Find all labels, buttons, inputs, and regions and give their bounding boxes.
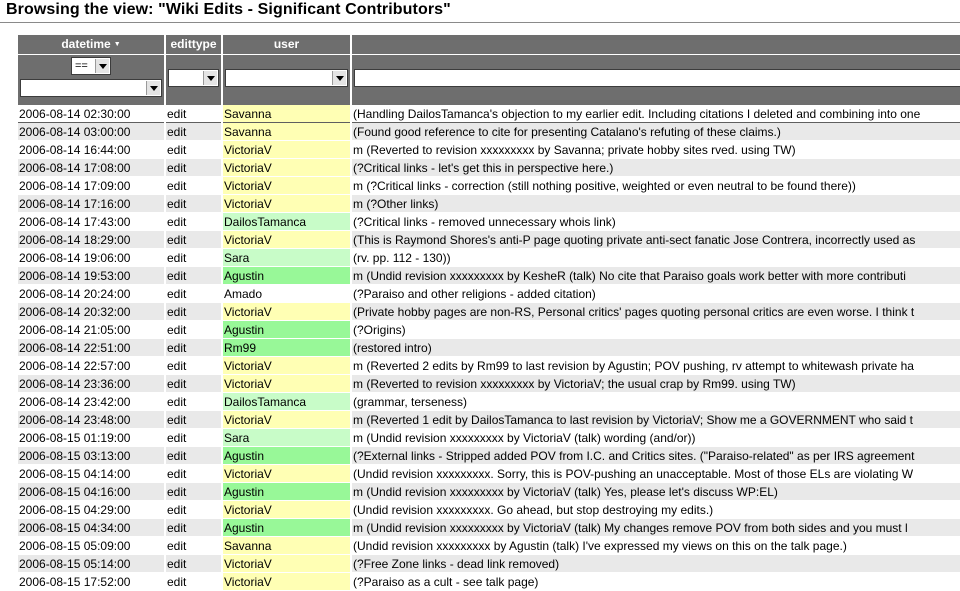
table-row[interactable]	[18, 375, 960, 393]
cell-edittype: edit	[166, 447, 221, 464]
column-header-user-label: user	[273, 37, 300, 51]
cell-datetime: 2006-08-15 04:34:00	[18, 519, 164, 536]
table-row[interactable]	[18, 231, 960, 249]
cell-datetime: 2006-08-14 22:57:00	[18, 357, 164, 374]
cell-comment: m (Reverted 2 edits by Rm99 to last revision by Agustin; POV pushing, rv attempt to whitewash private ha	[352, 357, 960, 374]
cell-datetime: 2006-08-14 17:16:00	[18, 195, 164, 212]
cell-datetime: 2006-08-14 22:51:00	[18, 339, 164, 356]
cell-datetime: 2006-08-14 23:48:00	[18, 411, 164, 428]
cell-datetime: 2006-08-15 03:13:00	[18, 447, 164, 464]
cell-comment: (?Paraiso and other religions - added citation)	[352, 285, 960, 302]
column-header-datetime[interactable]	[18, 35, 164, 54]
cell-comment: (This is Raymond Shores's anti-P page quoting private anti-sect fanatic Jose Contrera, incorrectly used as	[352, 231, 960, 248]
cell-edittype: edit	[166, 501, 221, 518]
cell-comment: (?External links - Stripped added POV from I.C. and Critics sites. ("Paraiso-related" as per IRS agreement	[352, 447, 960, 464]
chevron-down-icon	[332, 71, 346, 85]
comment-filter-input[interactable]	[354, 69, 960, 87]
table-row[interactable]	[18, 285, 960, 303]
cell-datetime: 2006-08-14 16:44:00	[18, 141, 164, 158]
cell-user: VictoriaV	[223, 375, 350, 392]
cell-user: VictoriaV	[223, 141, 350, 158]
table-row[interactable]	[18, 573, 960, 591]
cell-datetime: 2006-08-14 20:24:00	[18, 285, 164, 302]
cell-edittype: edit	[166, 573, 221, 590]
cell-user: Rm99	[223, 339, 350, 356]
cell-user: VictoriaV	[223, 501, 350, 518]
cell-user: VictoriaV	[223, 195, 350, 212]
cell-user: DailosTamanca	[223, 213, 350, 230]
table-row[interactable]	[18, 537, 960, 555]
cell-datetime: 2006-08-14 18:29:00	[18, 231, 164, 248]
cell-user: Savanna	[223, 123, 350, 140]
cell-user: Sara	[223, 429, 350, 446]
table-row[interactable]	[18, 105, 960, 123]
cell-datetime: 2006-08-15 01:19:00	[18, 429, 164, 446]
cell-edittype: edit	[166, 519, 221, 536]
cell-datetime: 2006-08-15 05:09:00	[18, 537, 164, 554]
table-row[interactable]	[18, 465, 960, 483]
table-row[interactable]	[18, 267, 960, 285]
cell-edittype: edit	[166, 105, 221, 122]
table-row[interactable]	[18, 357, 960, 375]
cell-datetime: 2006-08-14 17:08:00	[18, 159, 164, 176]
user-filter-select[interactable]	[225, 69, 348, 87]
cell-datetime: 2006-08-14 17:43:00	[18, 213, 164, 230]
sort-descending-icon: ▼	[113, 41, 121, 48]
cell-datetime: 2006-08-14 20:32:00	[18, 303, 164, 320]
cell-comment: (?Origins)	[352, 321, 960, 338]
cell-user: DailosTamanca	[223, 393, 350, 410]
table-row[interactable]	[18, 483, 960, 501]
cell-comment: m (Reverted to revision xxxxxxxxx by Savanna; private hobby sites rved. using TW)	[352, 141, 960, 158]
table-row[interactable]	[18, 411, 960, 429]
datetime-operator-select[interactable]	[71, 57, 111, 75]
column-header-edittype-label: edittype	[170, 37, 217, 51]
cell-edittype: edit	[166, 393, 221, 410]
cell-datetime: 2006-08-15 04:29:00	[18, 501, 164, 518]
table-row[interactable]	[18, 501, 960, 519]
cell-user: VictoriaV	[223, 357, 350, 374]
cell-user: Amado	[224, 287, 263, 301]
column-header-edittype[interactable]	[166, 35, 221, 54]
cell-edittype: edit	[166, 213, 221, 230]
cell-edittype: edit	[166, 375, 221, 392]
cell-comment: (Undid revision xxxxxxxxx by Agustin (talk) I've expressed my views on this on the talk page.)	[352, 537, 960, 554]
cell-comment: m (Reverted to revision xxxxxxxxx by VictoriaV; the usual crap by Rm99. using TW)	[352, 375, 960, 392]
cell-user: VictoriaV	[223, 177, 350, 194]
cell-user: VictoriaV	[223, 411, 350, 428]
chevron-down-icon	[203, 71, 217, 85]
cell-comment: (Found good reference to cite for presenting Catalano's refuting of these claims.)	[352, 123, 960, 140]
cell-edittype: edit	[166, 123, 221, 140]
cell-user: Agustin	[223, 447, 350, 464]
cell-comment: m (?Other links)	[352, 195, 960, 212]
cell-user: VictoriaV	[223, 465, 350, 482]
cell-edittype: edit	[166, 321, 221, 338]
cell-comment: (?Free Zone links - dead link removed)	[352, 555, 960, 572]
cell-datetime: 2006-08-15 05:14:00	[18, 555, 164, 572]
cell-datetime: 2006-08-15 17:52:00	[18, 573, 164, 590]
cell-user: VictoriaV	[223, 303, 350, 320]
cell-comment: m (Undid revision xxxxxxxxx by VictoriaV (talk) wording (and/or))	[352, 429, 960, 446]
column-header-user[interactable]	[223, 35, 350, 54]
table-row[interactable]	[18, 177, 960, 195]
cell-edittype: edit	[166, 267, 221, 284]
cell-comment: m (Reverted 1 edit by DailosTamanca to last revision by VictoriaV; Show me a GOVERNMENT who said t	[352, 411, 960, 428]
cell-comment: (restored intro)	[352, 339, 960, 356]
cell-edittype: edit	[166, 195, 221, 212]
table-row[interactable]	[18, 159, 960, 177]
cell-datetime: 2006-08-14 19:53:00	[18, 267, 164, 284]
cell-user: Sara	[223, 249, 350, 266]
cell-datetime: 2006-08-14 03:00:00	[18, 123, 164, 140]
cell-edittype: edit	[166, 339, 221, 356]
cell-edittype: edit	[166, 303, 221, 320]
cell-datetime: 2006-08-14 17:09:00	[18, 177, 164, 194]
cell-user: VictoriaV	[223, 159, 350, 176]
cell-comment: (grammar, terseness)	[352, 393, 960, 410]
table-row[interactable]	[18, 123, 960, 141]
table-row[interactable]	[18, 519, 960, 537]
table-row[interactable]	[18, 213, 960, 231]
table-row[interactable]	[18, 339, 960, 357]
table-row[interactable]	[18, 555, 960, 573]
cell-edittype: edit	[166, 411, 221, 428]
column-header-comment[interactable]	[352, 35, 960, 54]
table-row[interactable]	[18, 429, 960, 447]
table-row[interactable]	[18, 321, 960, 339]
cell-comment: m (?Critical links - correction (still nothing positive, weighted or even neutral to be found there))	[352, 177, 960, 194]
chevron-down-icon	[95, 59, 109, 73]
cell-user: Agustin	[223, 519, 350, 536]
cell-edittype: edit	[166, 483, 221, 500]
table-row[interactable]	[18, 303, 960, 321]
cell-edittype: edit	[166, 429, 221, 446]
cell-comment: (rv. pp. 112 - 130))	[352, 249, 960, 266]
cell-edittype: edit	[166, 177, 221, 194]
cell-edittype: edit	[166, 465, 221, 482]
title-bar	[0, 0, 960, 23]
cell-edittype: edit	[166, 141, 221, 158]
cell-user: Savanna	[223, 537, 350, 554]
cell-comment: (Handling DailosTamanca's objection to my earlier edit. Including citations I deleted and combining into one	[352, 105, 960, 122]
cell-comment: (?Paraiso as a cult - see talk page)	[352, 573, 960, 590]
cell-edittype: edit	[166, 231, 221, 248]
cell-edittype: edit	[166, 537, 221, 554]
cell-edittype: edit	[166, 357, 221, 374]
edittype-filter-select[interactable]	[168, 69, 219, 87]
cell-datetime: 2006-08-14 23:42:00	[18, 393, 164, 410]
cell-user: VictoriaV	[223, 555, 350, 572]
chevron-down-icon	[146, 81, 160, 95]
datetime-operator-value: ==	[75, 60, 88, 72]
cell-edittype: edit	[166, 249, 221, 266]
column-header-datetime-label: datetime	[61, 37, 111, 51]
cell-datetime: 2006-08-14 23:36:00	[18, 375, 164, 392]
cell-comment: m (Undid revision xxxxxxxxx by VictoriaV (talk) Yes, please let's discuss WP:EL)	[352, 483, 960, 500]
table-row[interactable]	[18, 249, 960, 267]
cell-comment: (Private hobby pages are non-RS, Personal critics' pages quoting personal critics are even worse. I think t	[352, 303, 960, 320]
cell-user: Agustin	[223, 483, 350, 500]
cell-edittype: edit	[166, 555, 221, 572]
cell-user: VictoriaV	[223, 573, 350, 590]
cell-edittype: edit	[166, 159, 221, 176]
cell-datetime: 2006-08-14 21:05:00	[18, 321, 164, 338]
table-row[interactable]	[18, 447, 960, 465]
cell-comment: m (Undid revision xxxxxxxxx by KesheR (talk) No cite that Paraiso goals work better with more contributi	[352, 267, 960, 284]
cell-comment: (Undid revision xxxxxxxxx. Sorry, this is POV-pushing an unacceptable. Most of those ELs are violating W	[352, 465, 960, 482]
table-row[interactable]	[18, 195, 960, 213]
cell-datetime: 2006-08-14 02:30:00	[18, 105, 164, 122]
cell-datetime: 2006-08-15 04:14:00	[18, 465, 164, 482]
cell-user: Agustin	[223, 321, 350, 338]
cell-comment: (?Critical links - let's get this in perspective here.)	[352, 159, 960, 176]
page-title: Browsing the view: "Wiki Edits - Significant Contributors"	[6, 1, 451, 18]
cell-user: VictoriaV	[223, 231, 350, 248]
table-row[interactable]	[18, 141, 960, 159]
cell-comment: m (Undid revision xxxxxxxxx by VictoriaV (talk) My changes remove POV from both sides and you must l	[352, 519, 960, 536]
cell-comment: (Undid revision xxxxxxxxx. Go ahead, but stop destroying my edits.)	[352, 501, 960, 518]
table-row[interactable]	[18, 393, 960, 411]
cell-user: Savanna	[223, 105, 350, 122]
cell-comment: (?Critical links - removed unnecessary whois link)	[352, 213, 960, 230]
cell-datetime: 2006-08-15 04:16:00	[18, 483, 164, 500]
cell-datetime: 2006-08-14 19:06:00	[18, 249, 164, 266]
cell-edittype: edit	[166, 285, 221, 302]
datetime-value-select[interactable]	[20, 79, 162, 97]
cell-user: Agustin	[223, 267, 350, 284]
